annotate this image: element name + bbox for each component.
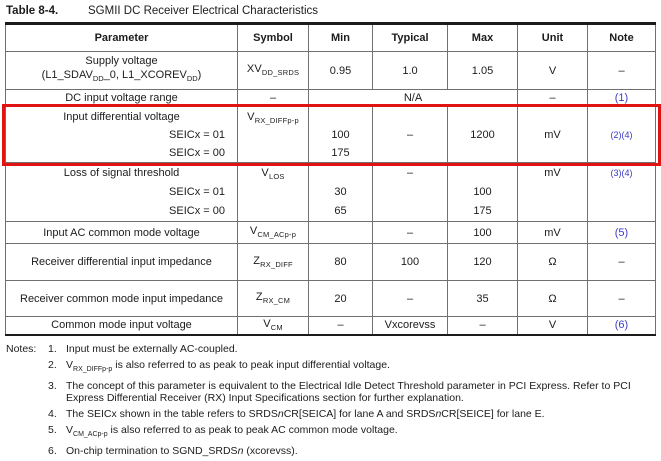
- header-row: [6, 24, 656, 52]
- notes-label: Notes:: [6, 343, 48, 461]
- unit-value: –: [518, 90, 588, 107]
- col-header-min: Min: [309, 24, 373, 52]
- table-number: Table 8-4.: [6, 5, 88, 17]
- table-title: SGMII DC Receiver Electrical Characteristics: [88, 5, 318, 17]
- row-supply-voltage: [6, 52, 656, 90]
- unit-value: mV: [518, 163, 588, 222]
- param-ac-cm: Input AC common mode voltage: [6, 222, 238, 244]
- typical-value: 100: [373, 244, 448, 281]
- symbol-zrx-diff: $Z_{RX\_DIFF}$: [238, 244, 309, 281]
- condition-seicx-00: SEICx = 00: [6, 202, 237, 221]
- spec-table: [5, 22, 656, 336]
- col-header-note: Note: [588, 24, 656, 52]
- col-header-symbol: Symbol: [238, 24, 309, 52]
- row-input-ac-common-mode: [6, 222, 656, 244]
- row-loss-of-signal-threshold: [6, 163, 656, 222]
- max-value: –: [448, 317, 518, 335]
- max-value: 120: [448, 244, 518, 281]
- note-item-3: 3. The concept of this parameter is equivalent to the Electrical Idle Detect Threshold parameter in PCI Express. Refer to PCI Express Differential Receiver (RX) Input Specifications section for further explanation.: [48, 380, 646, 405]
- note-link-3-4: (3)(4): [588, 163, 656, 222]
- row-dc-input-voltage-range: [6, 90, 656, 107]
- row-receiver-cm-impedance: [6, 281, 656, 317]
- param-input-diff: Input differential voltage SEICx = 01 SEICx = 00: [6, 107, 238, 163]
- note-item-1: 1. Input must be externally AC-coupled.: [48, 343, 646, 356]
- max-values: 100 175: [448, 163, 518, 222]
- col-header-typical: Typical: [373, 24, 448, 52]
- unit-value: Ω: [518, 281, 588, 317]
- note-value: –: [588, 281, 656, 317]
- symbol-xvdd-srds: $XV_{DD\_SRDS}$: [238, 52, 309, 90]
- param-supply-voltage: Supply voltage ($L1\_SDAV_{DD}\_0$, $L1\_XCOREV_{DD}$): [6, 52, 238, 90]
- col-header-unit: Unit: [518, 24, 588, 52]
- notes-list: [48, 343, 646, 461]
- min-value: [309, 222, 373, 244]
- condition-seicx-01: SEICx = 01: [6, 126, 237, 144]
- note-link-1[interactable]: (1): [588, 90, 656, 107]
- typical-value: –: [373, 107, 448, 163]
- param-dc-input: DC input voltage range: [6, 90, 238, 107]
- max-value: 1.05: [448, 52, 518, 90]
- row-receiver-diff-impedance: [6, 244, 656, 281]
- note-item-5: 5. $V_{CM\_ACp-p}$ is also referred to as peak to peak AC common mode voltage.: [48, 424, 646, 442]
- max-value: 35: [448, 281, 518, 317]
- col-header-parameter: Parameter: [6, 24, 238, 52]
- col-header-max: Max: [448, 24, 518, 52]
- unit-value: mV: [518, 107, 588, 163]
- table-caption: [0, 0, 660, 17]
- symbol-zrx-cm: $Z_{RX\_CM}$: [238, 281, 309, 317]
- symbol-vrx-diff: $V_{RX\_DIFFp-p}$: [238, 107, 309, 163]
- note-value: –: [588, 244, 656, 281]
- max-value: 1200: [448, 107, 518, 163]
- typical-value: –: [373, 281, 448, 317]
- min-value: 80: [309, 244, 373, 281]
- unit-value: mV: [518, 222, 588, 244]
- row-common-mode-input-voltage: [6, 317, 656, 335]
- typical-value: Vxcorevss: [373, 317, 448, 335]
- unit-value: V: [518, 317, 588, 335]
- param-z-cm: Receiver common mode input impedance: [6, 281, 238, 317]
- typical-value: 1.0: [373, 52, 448, 90]
- condition-seicx-00: SEICx = 00: [6, 144, 237, 162]
- condition-seicx-01: SEICx = 01: [6, 183, 237, 202]
- note-link-2-4: (2)(4): [588, 107, 656, 163]
- min-values: 100 175: [309, 107, 373, 163]
- unit-value: V: [518, 52, 588, 90]
- max-value: 100: [448, 222, 518, 244]
- row-input-differential-voltage: [6, 107, 656, 163]
- min-values: 30 65: [309, 163, 373, 222]
- note-value: –: [588, 52, 656, 90]
- min-value: 20: [309, 281, 373, 317]
- unit-value: Ω: [518, 244, 588, 281]
- min-value: 0.95: [309, 52, 373, 90]
- typical-value: –: [373, 163, 448, 222]
- note-item-6: 6. On-chip termination to SGND_SRDSn (xcorevss).: [48, 445, 646, 458]
- note-item-2: 2. $V_{RX\_DIFFp-p}$ is also referred to as peak to peak input differential voltage.: [48, 359, 646, 377]
- typical-value: –: [373, 222, 448, 244]
- param-v-cm: Common mode input voltage: [6, 317, 238, 335]
- merged-na-cell: N/A: [309, 90, 518, 107]
- param-z-diff: Receiver differential input impedance: [6, 244, 238, 281]
- symbol-dash: –: [238, 90, 309, 107]
- notes-section: [6, 343, 660, 461]
- param-los: Loss of signal threshold SEICx = 01 SEICx = 00: [6, 163, 238, 222]
- note-link-5[interactable]: (5): [588, 222, 656, 244]
- note-item-4: 4. The SEICx shown in the table refers to SRDSnCR[SEICA] for lane A and SRDSnCR[SEICE] for lane E.: [48, 408, 646, 421]
- symbol-vlos: $V_{LOS}$: [238, 163, 309, 222]
- note-link-6[interactable]: (6): [588, 317, 656, 335]
- symbol-vcm: $V_{CM}$: [238, 317, 309, 335]
- symbol-vcm-ac: $V_{CM\_ACp-p}$: [238, 222, 309, 244]
- min-value: –: [309, 317, 373, 335]
